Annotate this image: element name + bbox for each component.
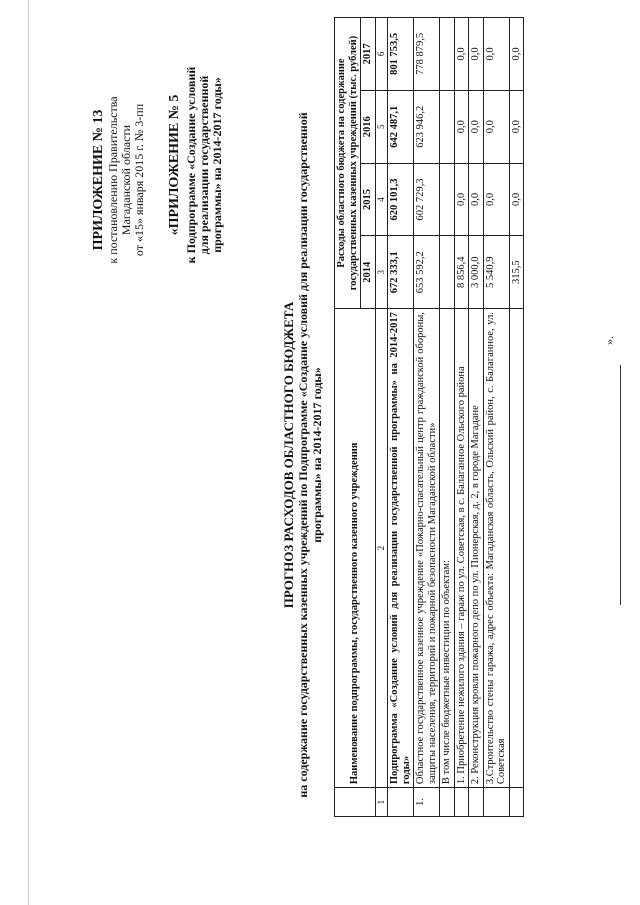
title-sub: на содержание государственных казенных учреждений по Подпрограмме «Создание условий для реализации государственной программы» на 2014-2017 годы» [296, 112, 324, 798]
document-title [282, 105, 324, 805]
annex-line: к Подпрограмме «Создание условий [184, 66, 198, 264]
appendix-line: к постановлению Правительства [106, 96, 120, 264]
header-name: Наименование подпрограммы, государственного казенного учреждения [335, 309, 376, 788]
closing-mark: ». [602, 336, 616, 345]
col-number: 2 [375, 309, 388, 788]
row-value-2015: 0,0 [509, 163, 524, 236]
column-numbers-row [375, 18, 388, 817]
row-value-2014: 3 000,0 [469, 236, 484, 309]
header-index [335, 788, 376, 817]
table-row [414, 18, 440, 817]
year-2017: 2017 [361, 18, 376, 91]
header-expense: Расходы областного бюджета на содержание государственных казенных учреждений (тыс. рублей) [335, 18, 361, 309]
col-number: 4 [375, 163, 388, 236]
row-value-2014: 653 592,2 [414, 236, 440, 309]
row-name: В том числе бюджетные инвестиции по объектам: [440, 309, 455, 788]
appendix-line: от «15» января 2015 г. № 3-пп [132, 103, 146, 257]
row-value-2017 [440, 18, 455, 91]
row-name: 2. Реконструкция кровли пожарного депо по ул. Пионерская, д. 2, в городе Магадане [469, 309, 484, 788]
row-value-2014: 672 333,1 [388, 236, 414, 309]
row-index [469, 788, 484, 817]
row-value-2017: 0,0 [509, 18, 524, 91]
table-row [454, 18, 469, 817]
year-2014: 2014 [361, 236, 376, 309]
table-row [440, 18, 455, 817]
appendix-line: Магаданской области [119, 124, 133, 236]
row-value-2014: 5 540,9 [483, 236, 509, 309]
row-value-2017: 0,0 [454, 18, 469, 91]
row-value-2016 [440, 90, 455, 163]
table-row [469, 18, 484, 817]
row-value-2016: 0,0 [454, 90, 469, 163]
row-value-2016: 0,0 [469, 90, 484, 163]
row-index [440, 788, 455, 817]
col-number: 6 [375, 18, 388, 91]
row-value-2016: 642 487,1 [388, 90, 414, 163]
appendix-heading: ПРИЛОЖЕНИЕ № 13 [91, 109, 106, 251]
row-value-2015: 0,0 [454, 163, 469, 236]
row-value-2016: 623 946,2 [414, 90, 440, 163]
col-number: 3 [375, 236, 388, 309]
expense-table [334, 17, 524, 817]
row-value-2015: 0,0 [483, 163, 509, 236]
row-index: 1. [414, 788, 440, 817]
annex-heading: «ПРИЛОЖЕНИЕ № 5 [167, 94, 182, 236]
row-value-2016: 0,0 [483, 90, 509, 163]
col-number: 5 [375, 90, 388, 163]
appendix-block [92, 75, 146, 285]
table-header-row [335, 18, 361, 817]
row-name [509, 309, 524, 788]
signature-rule [620, 365, 621, 605]
row-value-2017: 0,0 [483, 18, 509, 91]
row-value-2015 [440, 163, 455, 236]
row-value-2014 [440, 236, 455, 309]
table-row [509, 18, 524, 817]
row-value-2016: 0,0 [509, 90, 524, 163]
row-value-2014: 315,5 [509, 236, 524, 309]
row-index [509, 788, 524, 817]
row-index [454, 788, 469, 817]
year-2016: 2016 [361, 90, 376, 163]
row-value-2015: 602 729,3 [414, 163, 440, 236]
row-value-2014: 8 856,4 [454, 236, 469, 309]
row-name: Подпрограмма «Создание условий для реализации государственной программы» на 2014-2017 годы» [388, 309, 414, 788]
row-index [388, 788, 414, 817]
table-row [388, 18, 414, 817]
year-2015: 2015 [361, 163, 376, 236]
row-name: 1. Приобретение нежилого здания – гараж по ул. Советская, в с. Балаганное Ольского района [454, 309, 469, 788]
row-value-2015: 0,0 [469, 163, 484, 236]
row-value-2017: 778 879,5 [414, 18, 440, 91]
row-value-2017: 0,0 [469, 18, 484, 91]
col-number: 1 [375, 788, 388, 817]
row-name: Областное государственное казенное учреждение «Пожарно-спасательный центр гражданской обороны, защиты населения, территорий и пожарной безопасности Магаданской области» [414, 309, 440, 788]
annex-block [168, 45, 224, 285]
row-value-2015: 620 101,3 [388, 163, 414, 236]
annex-line: для реализации государственной [197, 75, 211, 255]
table-body [388, 18, 524, 817]
table-row [483, 18, 509, 817]
row-value-2017: 801 753,5 [388, 18, 414, 91]
title-main: ПРОГНОЗ РАСХОДОВ ОБЛАСТНОГО БЮДЖЕТА [281, 301, 296, 609]
row-index [483, 788, 509, 817]
annex-line: программы» на 2014-2017 годы» [210, 77, 224, 253]
row-name: 3.Строительство стены гаража, адрес объекта: Магаданская область, Ольский район, с. Балаганное, ул. Советская [483, 309, 509, 788]
